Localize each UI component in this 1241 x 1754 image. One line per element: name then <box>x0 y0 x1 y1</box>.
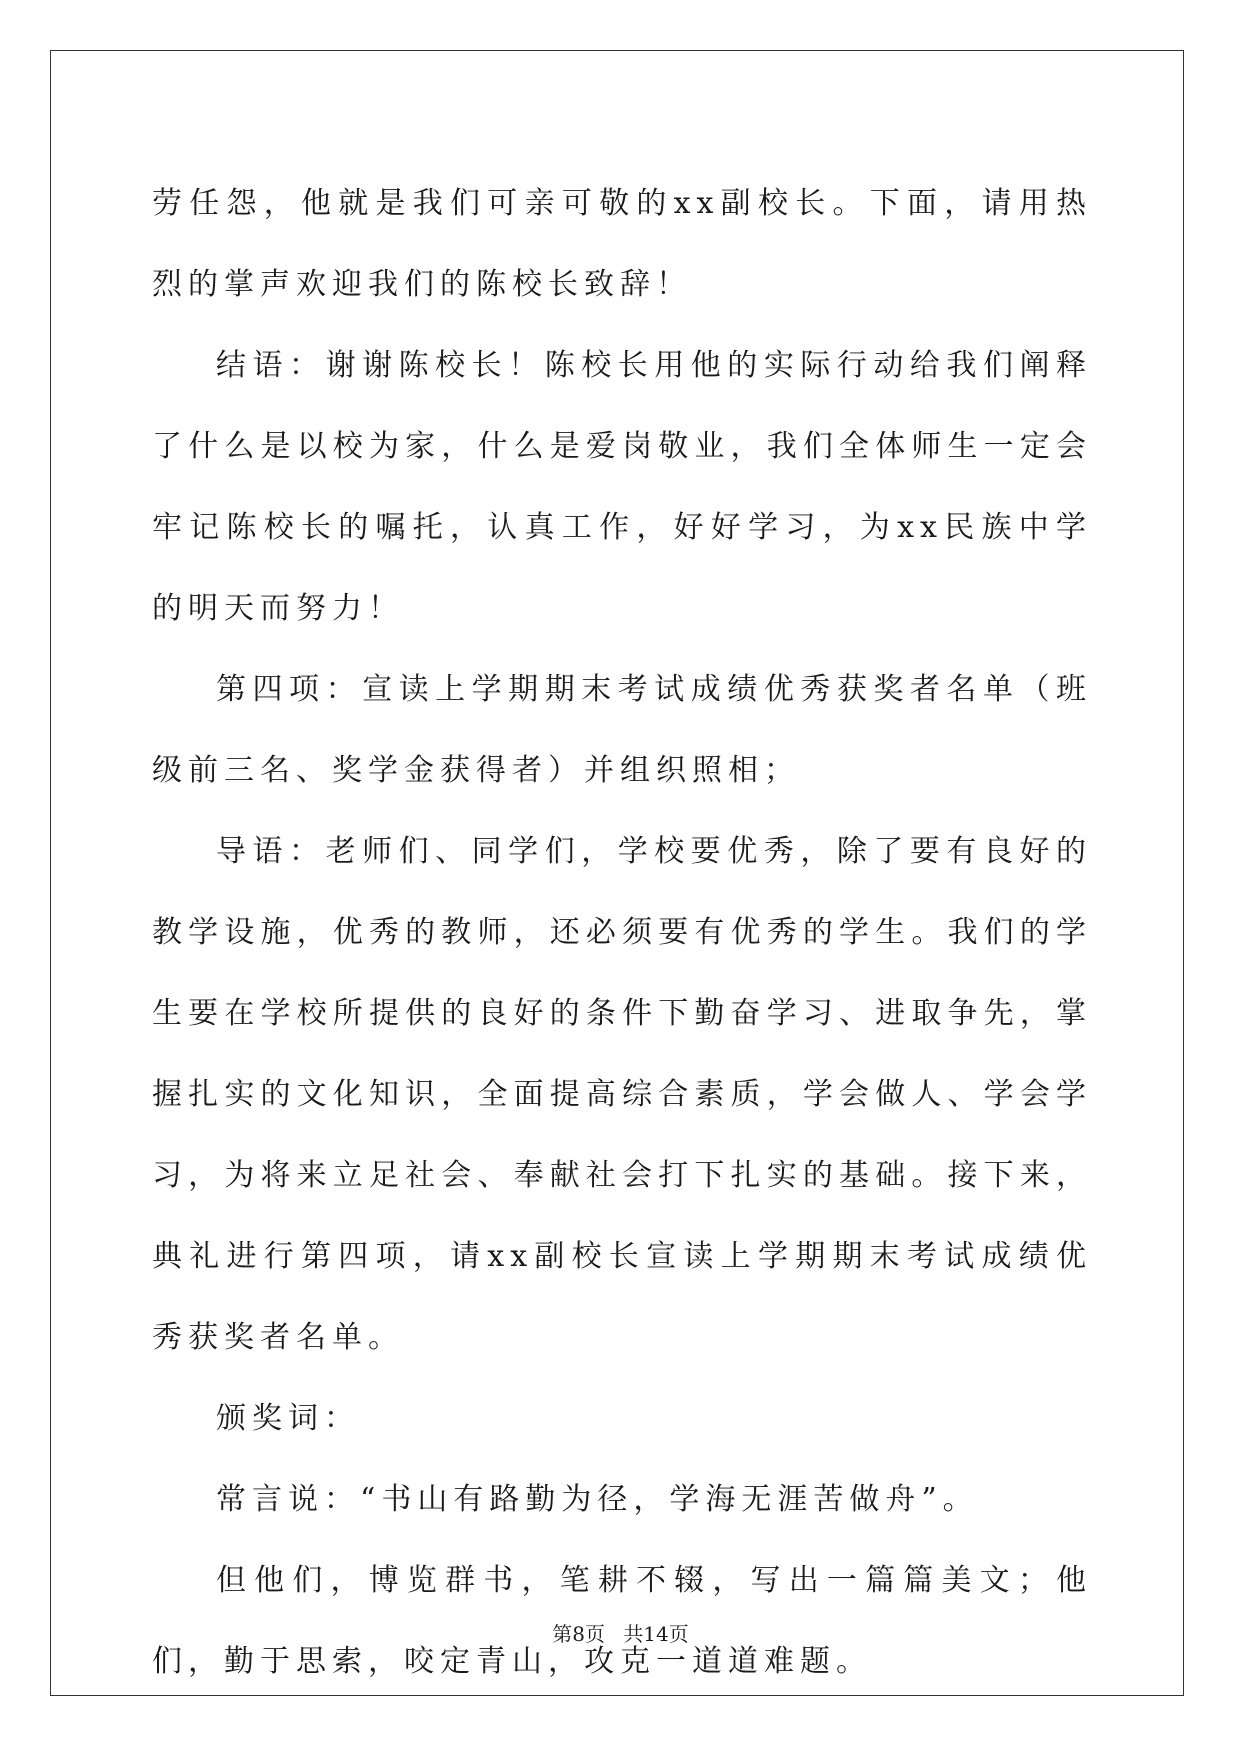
paragraph: 但他们，博览群书，笔耕不辍，写出一篇篇美文；他们，勤于思索，咬定青山，攻克一道道难题。 <box>152 1563 1092 1679</box>
page-footer <box>0 1618 1241 1647</box>
paragraph: 常言说：“书山有路勤为径，学海无涯苦做舟”。 <box>216 1482 979 1517</box>
document-body <box>152 163 1092 1702</box>
page-number: 第8页 <box>552 1622 605 1646</box>
page-total: 共14页 <box>623 1622 689 1646</box>
paragraph: 劳任怨，他就是我们可亲可敬的xx副校长。下面，请用热烈的掌声欢迎我们的陈校长致辞！ <box>152 186 1092 302</box>
paragraph: 第四项：宣读上学期期末考试成绩优秀获奖者名单（班级前三名、奖学金获得者）并组织照相； <box>152 672 1092 788</box>
paragraph: 结语：谢谢陈校长！陈校长用他的实际行动给我们阐释了什么是以校为家，什么是爱岗敬业，我们全体师生一定会牢记陈校长的嘱托，认真工作，好好学习，为xx民族中学的明天而努力！ <box>152 348 1092 626</box>
paragraph: 颁奖词： <box>216 1401 360 1436</box>
paragraph: 导语：老师们、同学们，学校要优秀，除了要有良好的教学设施，优秀的教师，还必须要有优秀的学生。我们的学生要在学校所提供的良好的条件下勤奋学习、进取争先，掌握扎实的文化知识，全面提高综合素质，学会做人、学会学习，为将来立足社会、奉献社会打下扎实的基础。接下来，典礼进行第四项，请xx副校长宣读上学期期末考试成绩优秀获奖者名单。 <box>152 834 1092 1355</box>
